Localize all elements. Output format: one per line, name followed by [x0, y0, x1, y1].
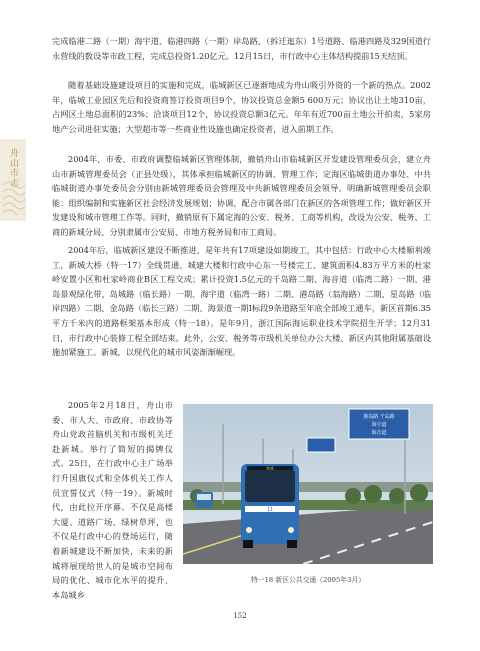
photo-illustration: [183, 404, 433, 564]
paragraph-4: 2004年后，临城新区建设不断推进，是年共有17项建设如期竣工，其中包括：行政中心大楼顺利竣工，新城大桥（特一17）全线贯通、城建大楼和行政中心东一号楼完工、建筑面积4.83万平方米的杜家岭安置小区和杜家岭商业B区工程交成；累计投资1.5亿元的千岛路二期、海音道（临湾二路）一期、港岛景观绿化带、岛城路（临长路）一期、海宇道（临湾一路）二期、港岛路（翁海路）二期、星岛路（临岸四路）二期、金岛路（临长三路）二期、海景道一期Ⅰ标段9条道路至年底全部竣工通车，新区首期6.35平方千米内的道路框架基本形成（特一18）。是年9月，浙江国际海运职业技术学院招生开学；12月31日，市行政中心装修工程全部结束。此外，公安、税务等市级机关单位办公大楼、新区内其他附属基础设施加紧施工。新城，以现代化的城市风姿渐渐崛现。: [52, 245, 431, 358]
city-bus: [241, 464, 299, 548]
paragraph-1: 完成临港二路（一期）海宇道、临港四路（一期）岸岛路、（拆迁迤东）1号道路、临港四路及329国道行永营线的数设等市政工程，完成总投资1.20亿元。12月15日，市行政中心主体结构提前15天结顶。: [52, 36, 431, 61]
bus-route-sign: 新城: [266, 466, 274, 471]
sidebar-title: 舟山市志: [8, 148, 18, 188]
wave-ornament-icon: [1, 177, 25, 215]
page-number: 152: [233, 612, 247, 620]
paragraph-3: 2004年，市委、市政府调整临城新区管理体制，撤销舟山市临城新区开发建设管理委员会，建立舟山市新城管理委员会（正县处级），其体承担临城新区的协调、管理工作；定海区临城街道办事处、中共临城街道办事处委员会分别由新城管理委员会管理及中共新城管理委员会领导。明确新城管理委员会职能：组织编制和实施新区社会经济发展规划；协调、配合市属各部门在新区的各项管理工作；做好新区开发建设和城市管理工作等。同时，撤销原有下属定海的公安、税务、工商等机构，改设为公安、税务、工商的新城分局、分别隶属市公安局、市地方税务局和市工商局。: [52, 154, 431, 237]
road-sign-line-1: 港岛路 千岛路: [363, 414, 395, 420]
column-paragraph: 2005年2月18日，舟山市委、市人大、市政府、市政协等舟山党政首脑机关和市级机关迁赴新城。举行了简短的揭牌仪式。25日，在行政中心主广场举行升国旗仪式和全体机关工作人员宣誓仪式（特一19）。新城时代，由此拉开序幕。不仅是高楼大厦、道路广场、绿树草坪，也不仅是行政中心的登场运行，随着新城建设不断加快，未来的新城将展现给世人的是城市空间布局的优化、城市化水平的提升、本岛城乡: [52, 400, 173, 600]
distant-bus: [195, 492, 213, 508]
photo-caption: 特一18 新区公共交通（2005年3月）: [251, 576, 365, 584]
road-sign-line-3: 海音道: [371, 430, 387, 436]
road-sign-line-2: 海宇道: [371, 422, 387, 428]
paragraph-2: 随着基础设施建设项目的实施和完成，临城新区已逐渐地成为舟山吸引外资的一个新的热点。2002年，临城工业园区先后和投资商签订投资项目9个，协议投资总金额5 600万元；协议出让土地310亩，占网区土地总面积的23%；洽谈项目12个，协议投资总额3亿元。年年有近700亩土地公开拍卖，5家房地产公司进驻实施；大型超市等一些商业性设施也确定投资者，进入前期工作。: [52, 80, 431, 134]
sidebar-tab: [0, 139, 26, 221]
street-bus-photo: [183, 404, 433, 564]
bus-number: 11: [266, 507, 274, 513]
